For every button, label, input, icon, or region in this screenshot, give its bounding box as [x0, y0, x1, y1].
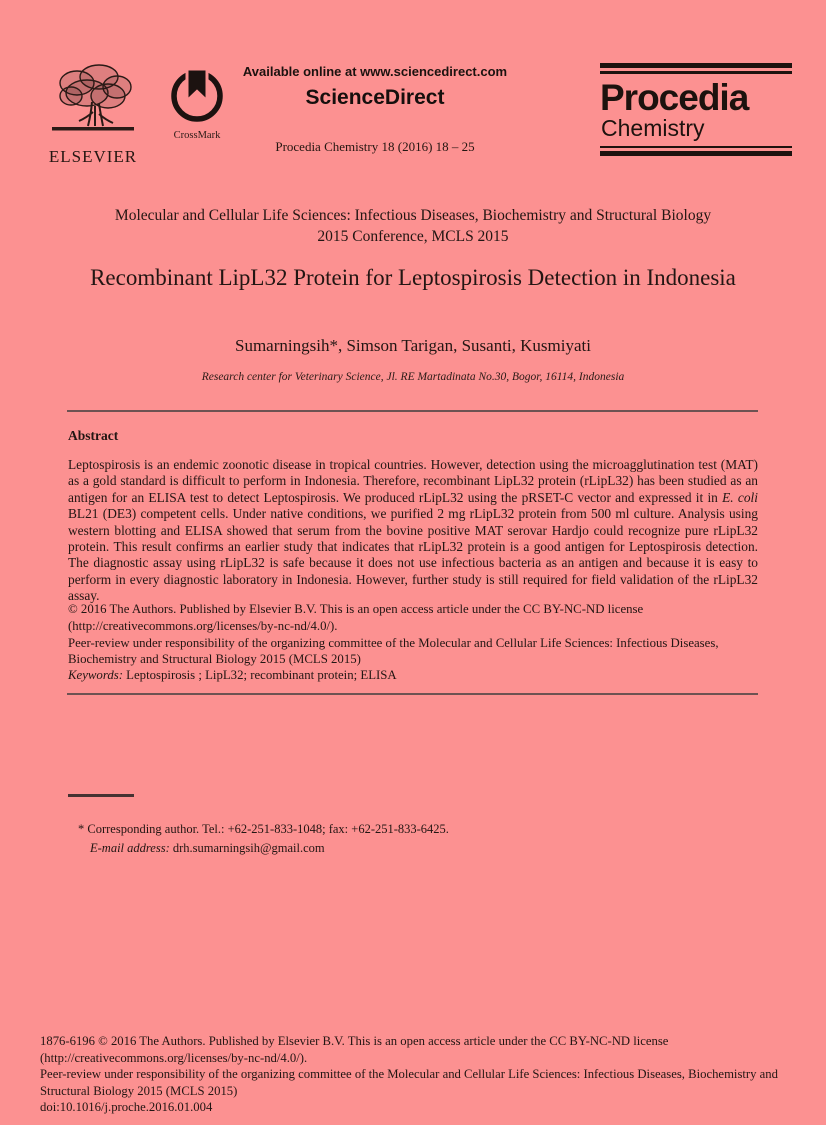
logo-rule-bottom-thick	[600, 151, 792, 156]
copyright-block	[68, 601, 758, 668]
elsevier-wordmark: ELSEVIER	[48, 147, 138, 166]
keywords-label: Keywords:	[68, 668, 123, 682]
divider-above-abstract	[67, 410, 758, 412]
abstract-heading: Abstract	[68, 428, 119, 443]
doi-line: doi:10.1016/j.proche.2016.01.004	[40, 1100, 213, 1115]
elsevier-logo	[44, 62, 142, 167]
crossmark-logo[interactable]	[158, 66, 236, 141]
abstract-part-1: Leptospirosis is an endemic zoonotic disease in tropical countries. However, detection using the microagglutination test (MAT) as a gold standard is difficult to perform in Indonesia. Therefore, recombinant LipL32 protein (rLipL32) has been studied as an antigen for an ELISA test to detect Leptospirosis. We produced rLipL32 using the pRSET-C vector and expressed it in	[68, 457, 758, 505]
keywords-line	[68, 668, 758, 683]
crossmark-label: CrossMark	[173, 130, 221, 141]
copyright-line: © 2016 The Authors. Published by Elsevier B.V. This is an open access article under the CC BY-NC-ND license	[68, 602, 644, 616]
license-url: (http://creativecommons.org/licenses/by-nc-nd/4.0/).	[40, 1050, 308, 1065]
author-list: Sumarningsih*, Simson Tarigan, Susanti, Kusmiyati	[235, 336, 591, 355]
conference-line-2: 2015 Conference, MCLS 2015	[317, 228, 509, 245]
peer-review-line: Biochemistry and Structural Biology 2015 (MCLS 2015)	[68, 652, 361, 667]
peer-review-line: Peer-review under responsibility of the organizing committee of the Molecular and Cellular Life Sciences: Infectious Diseases, Biochemistry and	[40, 1067, 778, 1082]
email-label: E-mail address:	[90, 841, 170, 855]
email-value: drh.sumarningsih@gmail.com	[169, 841, 325, 855]
procedia-wordmark: Procedia	[600, 76, 749, 118]
logo-rule-bottom-thin	[600, 146, 792, 149]
crossmark-icon	[169, 66, 225, 124]
abstract-species-italic: E. coli	[722, 489, 758, 505]
footnote-divider	[68, 794, 134, 797]
conference-line-1: Molecular and Cellular Life Sciences: Infectious Diseases, Biochemistry and Structural Biology	[114, 207, 712, 224]
keywords-value: Leptospirosis ; LipL32; recombinant protein; ELISA	[122, 668, 397, 682]
logo-rule-top-thin	[600, 71, 792, 74]
available-online-text: Available online at www.sciencedirect.com	[242, 64, 508, 79]
elsevier-tree-icon	[47, 62, 139, 140]
corresponding-author-email	[90, 841, 690, 856]
logo-rule-top-thick	[600, 63, 792, 68]
journal-citation: Procedia Chemistry 18 (2016) 18 – 25	[275, 139, 475, 154]
author-affiliation: Research center for Veterinary Science, Jl. RE Martadinata No.30, Bogor, 16114, Indonesia	[201, 371, 625, 383]
peer-review-line: Peer-review under responsibility of the organizing committee of the Molecular and Cellular Life Sciences: Infectious Diseases,	[68, 635, 719, 650]
sciencedirect-wordmark: ScienceDirect	[305, 86, 445, 109]
procedia-subtitle: Chemistry	[601, 114, 705, 141]
procedia-chemistry-logo	[600, 63, 792, 156]
divider-below-keywords	[67, 693, 758, 695]
corresponding-author-note: * Corresponding author. Tel.: +62-251-833-1048; fax: +62-251-833-6425.	[78, 822, 449, 836]
license-url: (http://creativecommons.org/licenses/by-nc-nd/4.0/).	[68, 618, 338, 633]
footer-imprint-block	[40, 1033, 792, 1116]
header-center	[228, 64, 522, 155]
page-title: Recombinant LipL32 Protein for Leptospirosis Detection in Indonesia	[90, 265, 736, 290]
conference-heading	[68, 205, 758, 247]
abstract-text	[68, 457, 758, 605]
issn-copyright-line: 1876-6196 © 2016 The Authors. Published by Elsevier B.V. This is an open access article under the CC BY-NC-ND license	[40, 1034, 669, 1048]
peer-review-line: Structural Biology 2015 (MCLS 2015)	[40, 1083, 238, 1098]
abstract-part-2: BL21 (DE3) competent cells. Under native conditions, we purified 2 mg rLipL32 protein from 500 ml culture. Analysis using western blotting and ELISA showed that serum from the bovine positive MAT serovar Hardjo could recognize pure rLipL32 protein. This result confirms an earlier study that indicates that rLipL32 protein is a good antigen for Leptospirosis detection. The diagnostic assay using rLipL32 is safe because it does not use infectious bacteria as an antigen and because it is easy to perform in every diagnostic laboratory in Indonesia. However, further study is still required for field validation of the rLipL32 assay.	[68, 506, 758, 604]
